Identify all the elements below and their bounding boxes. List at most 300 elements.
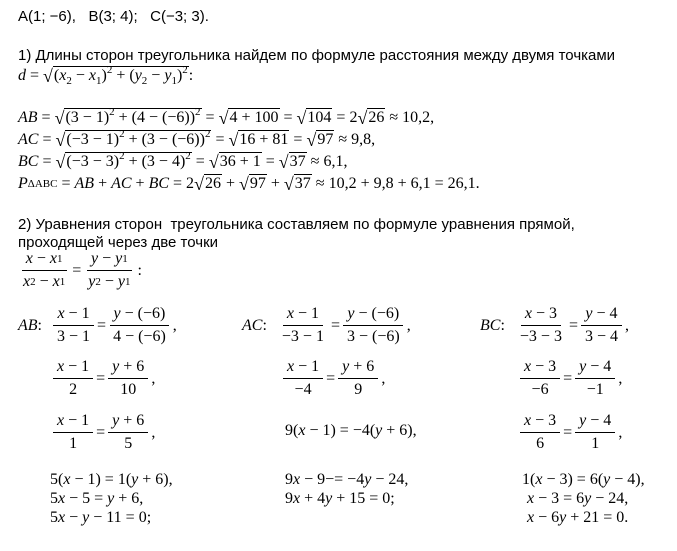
square-root: [55, 130, 211, 149]
variable: y: [112, 412, 120, 429]
variable: y: [107, 490, 115, 507]
fraction: [108, 358, 148, 399]
denominator: [350, 379, 366, 399]
text: − 4: [592, 305, 618, 322]
line-general: [16, 250, 142, 291]
variable: y: [559, 509, 567, 526]
fraction: [19, 250, 69, 291]
text: −1: [586, 381, 604, 398]
variable: x: [527, 509, 535, 526]
text: =: [97, 316, 107, 334]
text: − 24,: [591, 490, 629, 507]
radical-sign-icon: √: [306, 130, 317, 151]
text: − (−6): [120, 305, 166, 322]
variable: x: [524, 305, 532, 322]
text: + (4 − (−6)): [114, 109, 196, 126]
superscript: 2: [185, 150, 191, 162]
text: =: [563, 423, 573, 441]
variable: x: [535, 471, 543, 488]
text: − 11 = 0;: [89, 509, 152, 526]
denominator: [65, 433, 81, 453]
text: =: [38, 152, 56, 170]
radical-sign-icon: √: [357, 108, 368, 129]
text: 5(: [50, 471, 64, 488]
text: − 1: [64, 412, 90, 429]
line-bc6: [527, 509, 628, 527]
variable: y: [164, 67, 172, 84]
text: +: [131, 174, 149, 192]
square-root: [239, 174, 267, 193]
fraction: [283, 358, 323, 399]
text: ≈ 10,2,: [385, 108, 435, 126]
denominator: [343, 326, 404, 346]
variable: AC: [111, 174, 132, 192]
line-ac2: [280, 358, 385, 399]
text: −: [65, 509, 83, 526]
denominator: [532, 433, 548, 453]
text: 4 + 100: [229, 109, 279, 126]
superscript: 2: [119, 150, 125, 162]
line-bc5: [527, 490, 628, 508]
line-ab2: [50, 358, 155, 399]
variable: x: [57, 412, 65, 429]
text: 9(: [285, 422, 299, 439]
text: −: [100, 273, 118, 290]
text: ): [101, 67, 107, 84]
text: ): [176, 67, 183, 84]
square-root: [306, 130, 334, 149]
text: 9: [285, 471, 293, 488]
text: +: [221, 174, 239, 192]
line-s1title: [18, 47, 615, 64]
numerator: [581, 305, 621, 326]
fraction: [53, 358, 93, 399]
text: 1: [69, 435, 78, 452]
text: (−3 − 1): [66, 131, 120, 148]
text: −3 − 1: [281, 328, 324, 345]
text: −3 − 3: [519, 328, 562, 345]
text: ,: [625, 316, 630, 334]
fraction: [575, 412, 615, 453]
square-root: [55, 108, 202, 127]
variable: y: [131, 471, 139, 488]
text: 36 + 1: [219, 153, 261, 170]
variable: y: [113, 305, 121, 322]
fraction: [520, 412, 560, 453]
fraction: [520, 358, 560, 399]
radical-sign-icon: √: [228, 130, 239, 151]
variable: d: [18, 66, 26, 84]
radicand: [238, 130, 289, 149]
text: =: [96, 369, 106, 387]
line-bc3: [517, 412, 622, 453]
variable: y: [375, 422, 383, 439]
text: + 6,: [114, 490, 144, 507]
square-root: [297, 108, 333, 127]
line-dformula: [18, 66, 193, 85]
fraction: [53, 412, 93, 453]
radical-sign-icon: √: [296, 108, 307, 129]
line-bc1: [480, 305, 629, 346]
numerator: [108, 412, 148, 433]
variable: P: [18, 174, 28, 192]
text: −: [98, 250, 116, 267]
line-ac4: [285, 471, 408, 489]
numerator: [343, 305, 403, 326]
radicand: [219, 152, 262, 171]
text: −: [32, 250, 50, 267]
text: − 3: [531, 305, 557, 322]
text: 3 − (−6): [346, 328, 400, 345]
text: =: [191, 152, 209, 170]
radical-sign-icon: √: [55, 130, 66, 151]
text: ,: [381, 369, 386, 387]
radicand: [316, 130, 334, 149]
numerator: [338, 358, 378, 379]
denominator: [587, 433, 603, 453]
text: − 1: [293, 305, 319, 322]
variable: x: [298, 422, 306, 439]
variable: y: [584, 490, 592, 507]
variable: AB: [18, 108, 38, 126]
square-root: [43, 66, 189, 85]
denominator: [65, 379, 81, 399]
text: (: [53, 67, 60, 84]
variable: x: [524, 412, 532, 429]
text: 2) Уравнения сторон треугольника составляем по формуле уравнения прямой,: [18, 216, 575, 233]
denominator: [278, 326, 328, 346]
denominator: y 2 − y 1: [88, 273, 131, 290]
fraction: [53, 305, 94, 346]
radical-sign-icon: √: [238, 174, 249, 195]
radicand: [64, 108, 201, 127]
variable: BC: [148, 174, 170, 192]
radical-sign-icon: √: [218, 108, 229, 129]
text: + 6: [349, 358, 375, 375]
text: (3 − 1): [65, 109, 110, 126]
line-s2line2: [18, 234, 218, 251]
text: − (−6): [354, 305, 400, 322]
text: −: [35, 273, 53, 290]
text: − 4: [586, 412, 612, 429]
numerator: [575, 412, 615, 433]
radicand: [367, 108, 385, 127]
numerator: [108, 358, 148, 379]
numerator: [53, 412, 93, 433]
numerator: [283, 305, 323, 326]
text: −4: [294, 381, 312, 398]
variable: y: [117, 273, 126, 290]
text: :: [37, 316, 50, 334]
superscript: 2: [119, 128, 125, 140]
text: − 1: [64, 358, 90, 375]
variable: x: [49, 250, 57, 267]
text: 97: [317, 131, 334, 148]
variable: y: [325, 490, 333, 507]
text: 5: [50, 509, 58, 526]
line-ac1: [242, 305, 411, 346]
square-root: [209, 152, 262, 171]
text: =: [568, 316, 578, 334]
text: = 2: [332, 108, 358, 126]
denominator: [53, 326, 94, 346]
text: ,: [151, 423, 156, 441]
numerator: [521, 305, 561, 326]
variable: x: [58, 490, 66, 507]
numerator: [520, 412, 560, 433]
numerator: [283, 358, 323, 379]
text: −: [147, 67, 165, 84]
line-ab5: [50, 490, 143, 508]
text: 1(: [522, 471, 536, 488]
denominator: [516, 326, 566, 346]
text: 4 − (−6): [113, 328, 166, 345]
text: =: [211, 130, 229, 148]
text: + (3 − 4): [124, 153, 186, 170]
denominator: [291, 379, 316, 399]
text: 1: [591, 435, 600, 452]
radicand: [53, 66, 189, 85]
text: =: [201, 108, 219, 126]
text: 6: [536, 435, 545, 452]
text: A(1; −6), B(3; 4); C(−3; 3).: [18, 8, 209, 25]
denominator: x 2 − x 1: [23, 273, 66, 290]
fraction: [84, 250, 134, 291]
variable: x: [286, 305, 294, 322]
radical-sign-icon: √: [55, 152, 66, 173]
variable: x: [524, 358, 532, 375]
text: − 3: [531, 412, 557, 429]
text: + 6: [119, 412, 145, 429]
radicand: [249, 174, 267, 193]
fraction: [343, 305, 404, 346]
variable: AC: [242, 316, 263, 334]
variable: BC: [480, 316, 501, 334]
text: =: [261, 152, 279, 170]
variable: x: [293, 490, 301, 507]
text: =: [289, 130, 307, 148]
numerator: [575, 358, 615, 379]
text: :: [262, 316, 275, 334]
text: + (: [112, 67, 135, 84]
radical-sign-icon: √: [43, 66, 53, 87]
line-per: P ΔABC = AB + AC + BC = 2 √ 26 + √ 97 + √ 37 ≈ 10,2 + 9,8 + 6,1 = 26,1.: [18, 174, 480, 195]
line-ab6: [50, 509, 151, 527]
square-root: [279, 152, 307, 171]
text: = 2: [169, 174, 195, 192]
line-ab1: [18, 305, 177, 346]
text: 5: [50, 490, 58, 507]
text: + 15 = 0;: [332, 490, 395, 507]
text: − 4),: [610, 471, 645, 488]
text: :: [500, 316, 513, 334]
square-root: [55, 152, 191, 171]
superscript: 2: [204, 128, 211, 140]
variable: x: [52, 273, 60, 290]
text: + (3 − (−6)): [124, 131, 205, 148]
text: =: [37, 108, 55, 126]
text: 97: [249, 175, 266, 192]
variable: x: [527, 490, 535, 507]
subscript: 2: [66, 75, 72, 87]
text: +: [266, 174, 284, 192]
text: ,: [406, 316, 411, 334]
text: :: [137, 261, 142, 279]
radicand: [65, 130, 211, 149]
fraction: [516, 305, 566, 346]
radicand: [228, 108, 279, 127]
text: 3 − 1: [57, 328, 91, 345]
text: 10: [120, 381, 137, 398]
text: − 1: [294, 358, 320, 375]
fraction: [108, 412, 148, 453]
variable: y: [88, 273, 96, 290]
text: (−3 − 3): [66, 153, 120, 170]
variable: AC: [18, 130, 39, 148]
text: − 3: [531, 358, 557, 375]
numerator: [520, 358, 560, 379]
text: 37: [289, 153, 306, 170]
square-root: [194, 174, 222, 193]
denominator: [528, 379, 553, 399]
variable: x: [59, 67, 67, 84]
text: 37: [294, 175, 311, 192]
text: =: [330, 316, 340, 334]
text: 9: [285, 490, 293, 507]
variable: y: [115, 250, 123, 267]
superscript: 2: [109, 106, 115, 118]
line-ab4: [50, 471, 173, 489]
numerator: [110, 305, 170, 326]
fraction: [581, 305, 622, 346]
text: ≈ 9,8,: [334, 130, 376, 148]
fraction: [278, 305, 328, 346]
text: 2: [69, 381, 78, 398]
radical-sign-icon: √: [54, 108, 65, 129]
numerator: [53, 305, 93, 326]
variable: y: [91, 250, 99, 267]
text: ,: [618, 423, 623, 441]
line-ac5: [285, 490, 395, 508]
subscript: 1: [171, 75, 177, 87]
subscript: 1: [96, 75, 102, 87]
variable: x: [88, 67, 96, 84]
radical-sign-icon: √: [278, 152, 289, 173]
text: − 1) = −4(: [305, 422, 376, 439]
text: +: [94, 174, 112, 192]
variable: y: [579, 358, 587, 375]
variable: x: [57, 358, 65, 375]
text: =: [57, 174, 75, 192]
text: − 24,: [371, 471, 409, 488]
radical-sign-icon: √: [194, 174, 204, 195]
line-header: [18, 8, 209, 25]
text: =: [96, 423, 106, 441]
text: ,: [172, 316, 177, 334]
subscript: 2: [141, 75, 148, 87]
text: + 6: [119, 358, 145, 375]
text: 16 + 81: [239, 131, 289, 148]
text: + 4: [300, 490, 326, 507]
numerator: [53, 358, 93, 379]
text: 3 − 4: [584, 328, 619, 345]
superscript: 2: [106, 64, 113, 76]
line-bc2: [517, 358, 622, 399]
text: 104: [307, 109, 332, 126]
text: + 6),: [138, 471, 173, 488]
text: − 5 =: [65, 490, 108, 507]
superscript: 2: [182, 64, 188, 76]
radicand: [294, 174, 312, 193]
variable: y: [347, 305, 355, 322]
variable: y: [579, 412, 587, 429]
line-s2title: [18, 216, 575, 233]
variable: x: [57, 305, 65, 322]
variable: y: [112, 358, 120, 375]
numerator: x − x 1: [22, 250, 67, 271]
line-bc4: [522, 471, 645, 489]
variable: AB: [18, 316, 38, 334]
fraction: [109, 305, 170, 346]
variable: y: [364, 471, 372, 488]
text: − 1: [64, 305, 90, 322]
text: 26: [204, 175, 221, 192]
square-root: [219, 108, 280, 127]
denominator: [109, 326, 170, 346]
radicand: [289, 152, 307, 171]
square-root: [357, 108, 385, 127]
text: =: [326, 369, 336, 387]
text: 1) Длины сторон треугольника найдем по формуле расстояния между двумя точками: [18, 47, 616, 64]
text: =: [38, 130, 56, 148]
radicand: [306, 108, 332, 127]
line-bc: [18, 152, 347, 171]
fraction: [338, 358, 378, 399]
text: =: [279, 108, 297, 126]
text: − 4: [586, 358, 612, 375]
variable: x: [23, 273, 31, 290]
superscript: 2: [195, 106, 201, 118]
text: 5: [124, 435, 133, 452]
text: −6: [531, 381, 549, 398]
line-ab3: [50, 412, 155, 453]
variable: AB: [74, 174, 95, 192]
line-ac3: [285, 422, 417, 440]
variable: y: [134, 67, 142, 84]
variable: BC: [18, 152, 39, 170]
denominator: [583, 379, 608, 399]
text: =: [563, 369, 573, 387]
line-ac: [18, 130, 375, 149]
text: проходящей через две точки: [18, 234, 219, 251]
variable: x: [58, 509, 66, 526]
text: + 21 = 0.: [566, 509, 629, 526]
variable: x: [25, 250, 33, 267]
variable: y: [603, 471, 611, 488]
variable: x: [63, 471, 71, 488]
denominator: [120, 433, 136, 453]
text: 26: [368, 109, 385, 126]
text: 9: [354, 381, 363, 398]
text: − 9−= −4: [300, 471, 365, 488]
variable: y: [585, 305, 593, 322]
text: =: [26, 66, 44, 84]
radicand: [65, 152, 191, 171]
text: :: [188, 66, 194, 84]
text: − 1) = 1(: [70, 471, 132, 488]
text: − 3) = 6(: [542, 471, 604, 488]
text: ,: [618, 369, 623, 387]
